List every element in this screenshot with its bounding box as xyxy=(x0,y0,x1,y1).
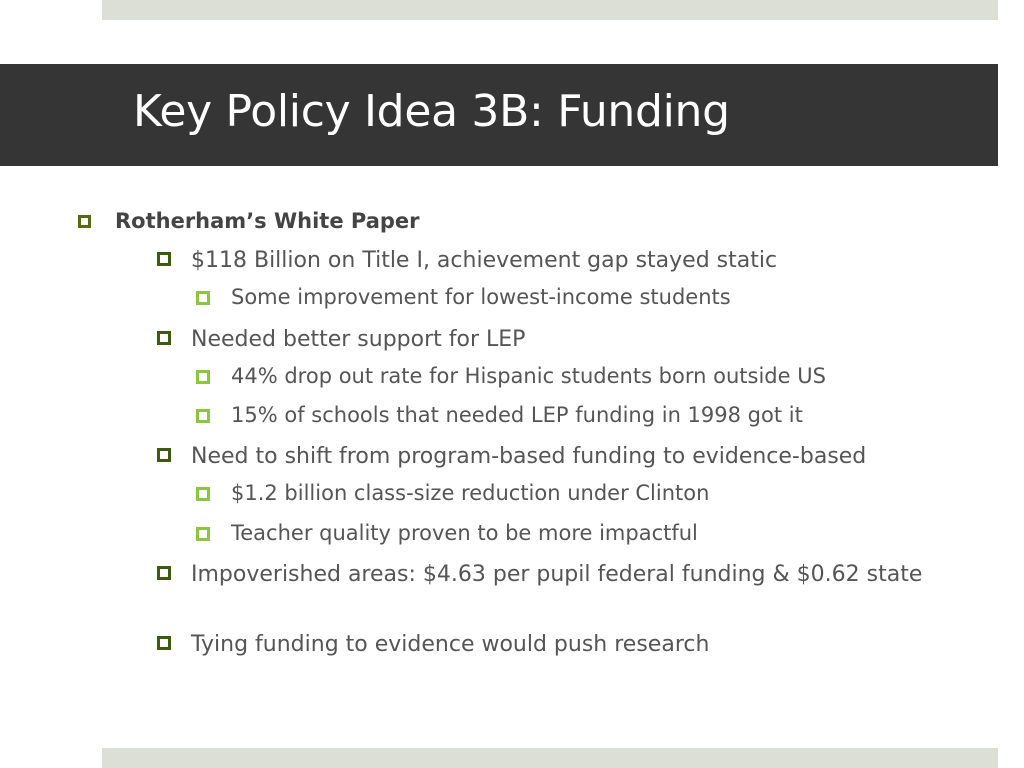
square-bullet-icon xyxy=(196,291,210,305)
bullet-text: Tying funding to evidence would push research xyxy=(191,632,710,657)
bullet-level2 xyxy=(157,325,971,355)
square-bullet-icon xyxy=(157,331,171,345)
square-bullet-icon xyxy=(196,527,210,541)
bullet-level3 xyxy=(196,403,803,427)
bullet-level1 xyxy=(78,209,420,233)
bullet-text: $1.2 billion class-size reduction under Clinton xyxy=(231,481,710,505)
top-decorative-band xyxy=(102,0,998,20)
square-bullet-icon xyxy=(196,370,210,384)
bullet-level3 xyxy=(196,285,731,309)
bullet-text: Rotherham’s White Paper xyxy=(115,209,420,233)
bullet-level2 xyxy=(157,442,971,472)
bottom-decorative-band xyxy=(102,748,998,768)
bullet-level3 xyxy=(196,521,698,545)
bullet-text: 44% drop out rate for Hispanic students born outside US xyxy=(231,364,826,388)
square-bullet-icon xyxy=(157,448,171,462)
square-bullet-icon xyxy=(196,487,210,501)
bullet-level2 xyxy=(157,560,971,590)
bullet-text: Some improvement for lowest-income students xyxy=(231,285,731,309)
bullet-text: Needed better support for LEP xyxy=(191,327,526,352)
bullet-text: $118 Billion on Title I, achievement gap stayed static xyxy=(191,248,778,273)
bullet-text: Teacher quality proven to be more impactful xyxy=(231,521,698,545)
square-bullet-icon xyxy=(157,566,171,580)
bullet-level2 xyxy=(157,630,971,660)
bullet-text: 15% of schools that needed LEP funding in 1998 got it xyxy=(231,403,803,427)
square-bullet-icon xyxy=(196,409,210,423)
bullet-level3 xyxy=(196,481,709,505)
square-bullet-icon xyxy=(157,636,171,650)
square-bullet-icon xyxy=(157,252,171,266)
bullet-text: Need to shift from program-based funding to evidence-based xyxy=(191,444,867,469)
square-bullet-icon xyxy=(78,215,91,228)
bullet-level2 xyxy=(157,246,971,276)
bullet-level3 xyxy=(196,364,826,388)
slide-title: Key Policy Idea 3B: Funding xyxy=(133,86,730,137)
bullet-text: Impoverished areas: $4.63 per pupil federal funding & $0.62 state xyxy=(191,562,923,587)
